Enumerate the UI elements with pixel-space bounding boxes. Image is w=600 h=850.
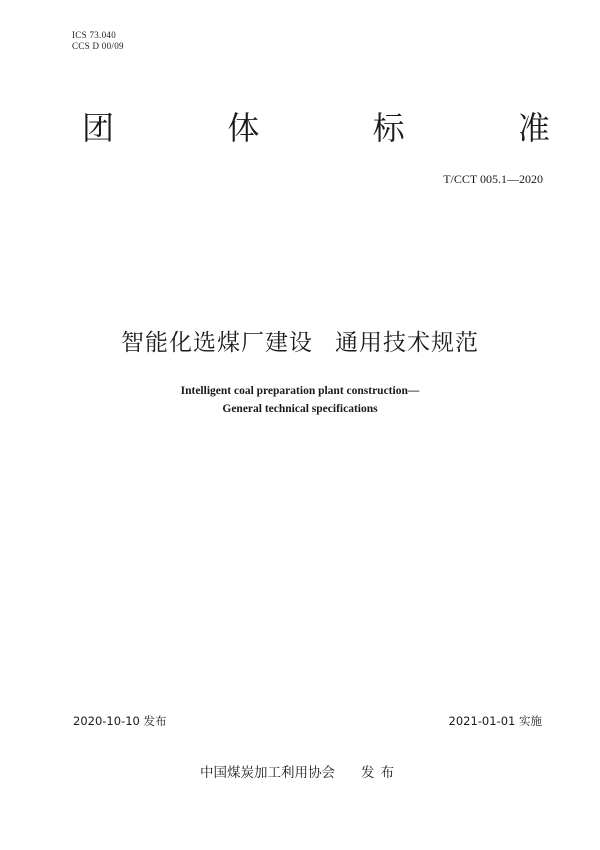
- chinese-title-part2: 通用技术规范: [335, 330, 479, 356]
- standard-type-char: 准: [517, 109, 550, 147]
- english-title-line1: Intelligent coal preparation plant construction—: [180, 385, 420, 397]
- chinese-title: [0, 328, 600, 358]
- classification-codes: [72, 30, 124, 52]
- english-title-line2: General technical specifications: [222, 403, 378, 415]
- publisher-name: 中国煤炭加工利用协会: [200, 765, 335, 781]
- standard-number: T/CCT 005.1—2020: [443, 172, 543, 186]
- standard-type-heading: [82, 108, 550, 148]
- issue-date: 2020-10-10 发布: [73, 714, 167, 728]
- ics-code: ICS 73.040: [72, 30, 117, 40]
- publish-label: 发布: [361, 765, 400, 781]
- standard-type-char: 体: [227, 109, 260, 147]
- ccs-code: CCS D 00/09: [72, 41, 124, 51]
- english-title: [0, 382, 600, 418]
- standard-type-char: 标: [372, 109, 405, 147]
- implementation-date: 2021-01-01 实施: [448, 714, 542, 728]
- chinese-title-part1: 智能化选煤厂建设: [121, 330, 313, 356]
- standard-type-char: 团: [82, 109, 115, 147]
- publisher-line: [0, 763, 600, 783]
